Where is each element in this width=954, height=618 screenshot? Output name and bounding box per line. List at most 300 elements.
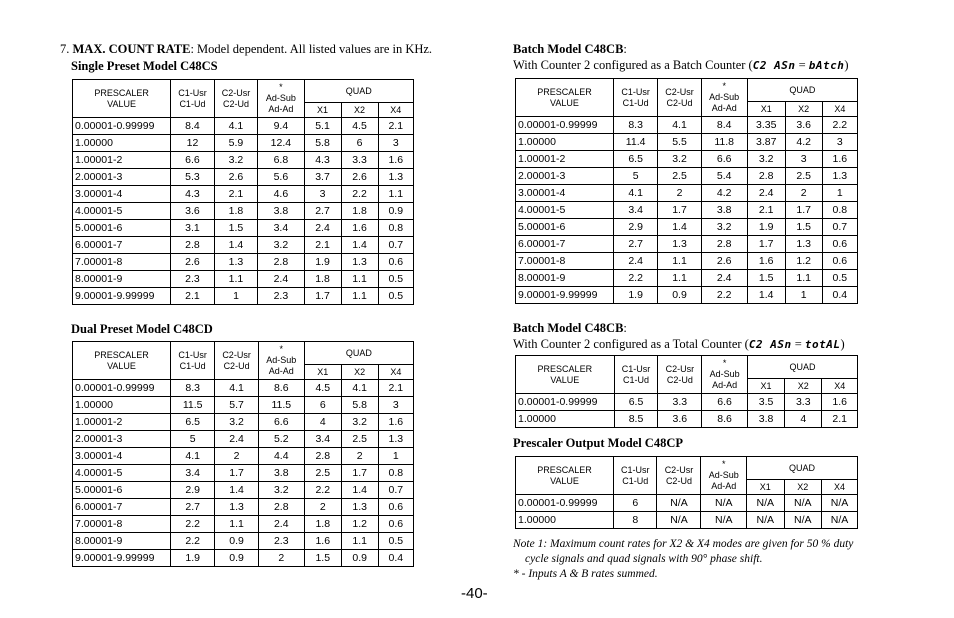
subtitle-suffix: )	[844, 58, 849, 72]
quad-x4-cell: 1.6	[378, 414, 413, 431]
ad-sub-ad-ad-cell: N/A	[701, 495, 747, 512]
c2-usr-ud-cell: 3.2	[214, 152, 258, 169]
prescaler-value-cell: 2.00001-3	[73, 431, 171, 448]
quad-x2-cell: 2.5	[785, 168, 822, 185]
table-row	[516, 117, 858, 134]
header-ad-text: Ad-Ad	[268, 366, 294, 376]
quad-x2-cell: 1.1	[341, 271, 378, 288]
quad-x1-cell: 3.8	[747, 411, 784, 428]
header-c1-text: C1-Ud	[623, 374, 650, 385]
table-row	[73, 550, 414, 567]
header-c2	[658, 356, 702, 394]
header-c1	[170, 342, 214, 380]
header-row	[73, 342, 414, 365]
quad-x4-cell: 0.4	[378, 550, 413, 567]
c48cs-table	[72, 79, 414, 305]
header-c2-text: C2-Ud	[222, 98, 249, 109]
header-x2-text: X2	[354, 366, 366, 377]
quad-x4-cell: 0.6	[378, 254, 413, 271]
table-row	[516, 253, 858, 270]
c2-usr-ud-cell: 2.4	[215, 431, 258, 448]
table-row	[516, 270, 858, 287]
header-quad	[747, 356, 857, 379]
prescaler-value-cell: 4.00001-5	[73, 203, 171, 220]
header-x4-text: X4	[390, 104, 402, 115]
header-x4	[822, 102, 857, 117]
c2-usr-ud-cell: 1.1	[214, 271, 258, 288]
quad-x2-cell: 1.5	[785, 219, 822, 236]
header-row	[516, 457, 858, 480]
c2-usr-ud-cell: 2.6	[214, 169, 258, 186]
header-x1	[747, 379, 784, 394]
header-prescaler-text: PRESCALER	[537, 363, 593, 374]
ad-sub-ad-ad-cell: 12.4	[258, 135, 304, 152]
table-row	[73, 271, 414, 288]
header-row	[73, 80, 414, 103]
quad-x1-cell: 3	[304, 186, 341, 203]
ad-sub-ad-ad-cell: 2.2	[701, 287, 747, 304]
ad-sub-ad-ad-cell: 11.5	[258, 397, 304, 414]
c2-usr-ud-cell: 1.7	[215, 465, 258, 482]
c1-usr-ud-cell: 5	[170, 431, 214, 448]
header-c1-text: C1-Usr	[620, 464, 650, 475]
quad-x4-cell: 0.5	[378, 533, 413, 550]
quad-x4-cell: 0.9	[378, 203, 413, 220]
quad-x2-cell: 2	[785, 185, 822, 202]
prescaler-value-cell: 7.00001-8	[516, 253, 614, 270]
header-quad-text: QUAD	[789, 84, 816, 95]
quad-x2-cell: 2.5	[341, 431, 378, 448]
c2-usr-ud-cell: 4.1	[658, 117, 701, 134]
header-ad-text: Ad-Ad	[711, 103, 737, 113]
table-row	[73, 516, 414, 533]
header-prescaler-text: PRESCALER	[537, 86, 592, 97]
quad-x4-cell: 0.8	[378, 465, 413, 482]
table-row	[516, 134, 858, 151]
c2-usr-ud-cell: 1.4	[215, 482, 258, 499]
header-c2	[215, 342, 258, 380]
c1-usr-ud-cell: 6	[614, 495, 657, 512]
quad-x4-cell: 0.8	[822, 202, 857, 219]
quad-x2-cell: 4.2	[785, 134, 822, 151]
ad-sub-ad-ad-cell: 4.2	[701, 185, 747, 202]
header-c1	[171, 80, 215, 118]
header-ad-text: Ad-Ad	[711, 481, 737, 491]
quad-x4-cell: 3	[378, 397, 413, 414]
c2-usr-ud-cell: 4.1	[215, 380, 258, 397]
table-row	[516, 287, 858, 304]
header-prescaler	[516, 457, 614, 495]
quad-x1-cell: 3.2	[747, 151, 785, 168]
table-row	[73, 118, 414, 135]
table-row	[516, 219, 858, 236]
quad-x2-cell: 1.1	[785, 270, 822, 287]
prescaler-value-cell: 1.00000	[516, 411, 615, 428]
header-c2	[658, 79, 701, 117]
prescaler-value-cell: 3.00001-4	[516, 185, 614, 202]
header-quad-text: QUAD	[789, 462, 816, 473]
prescaler-value-cell: 0.00001-0.99999	[73, 118, 171, 135]
section-number: 7.	[60, 42, 70, 56]
c2-usr-ud-cell: 1.5	[214, 220, 258, 237]
quad-x4-cell: 1.6	[822, 151, 857, 168]
c1-usr-ud-cell: 4.3	[171, 186, 215, 203]
header-prescaler-text: VALUE	[550, 374, 580, 385]
prescaler-value-cell: 5.00001-6	[73, 220, 171, 237]
prescaler-value-cell: 3.00001-4	[73, 186, 171, 203]
header-x1-text: X1	[760, 103, 772, 114]
quad-x4-cell: 0.6	[822, 236, 857, 253]
table-row	[516, 168, 858, 185]
c1-usr-ud-cell: 8.4	[171, 118, 215, 135]
ad-sub-ad-ad-cell: 4.4	[258, 448, 304, 465]
quad-x4-cell: 0.6	[378, 499, 413, 516]
page-number: -40-	[461, 585, 488, 602]
prescaler-value-cell: 1.00001-2	[516, 151, 614, 168]
ad-sub-ad-ad-cell: 2.6	[701, 253, 747, 270]
table-row	[516, 512, 858, 529]
header-quad	[304, 80, 414, 103]
ad-sub-ad-ad-cell: 5.6	[258, 169, 304, 186]
quad-x1-cell: 1.7	[747, 236, 785, 253]
c2-usr-ud-cell: 1.4	[214, 237, 258, 254]
ad-sub-ad-ad-cell: 2.8	[701, 236, 747, 253]
c48cd-table	[72, 341, 414, 567]
quad-x1-cell: 2	[304, 499, 341, 516]
c1-usr-ud-cell: 8.5	[614, 411, 658, 428]
c1-usr-ud-cell: 2.9	[170, 482, 214, 499]
c2-usr-ud-cell: 1.3	[658, 236, 701, 253]
quad-x4-cell: 1.3	[378, 169, 413, 186]
table-row	[516, 394, 858, 411]
c2-usr-ud-cell: 1.8	[214, 203, 258, 220]
ad-sub-ad-ad-cell: 3.8	[258, 465, 304, 482]
prescaler-value-cell: 2.00001-3	[73, 169, 171, 186]
quad-x1-cell: 4.5	[304, 380, 341, 397]
prescaler-value-cell: 8.00001-9	[73, 271, 171, 288]
header-prescaler-text: PRESCALER	[94, 87, 149, 98]
table-row	[516, 236, 858, 253]
header-c1	[614, 356, 658, 394]
header-x2-text: X2	[797, 380, 809, 391]
prescaler-value-cell: 9.00001-9.99999	[73, 288, 171, 305]
prescaler-value-cell: 6.00001-7	[73, 237, 171, 254]
quad-x4-cell: 0.5	[822, 270, 857, 287]
ad-sub-ad-ad-cell: 8.6	[702, 411, 748, 428]
ad-sub-ad-ad-cell: 9.4	[258, 118, 304, 135]
prescaler-value-cell: 0.00001-0.99999	[516, 117, 614, 134]
header-ad	[258, 80, 304, 118]
header-x4	[378, 365, 413, 380]
header-ad-text: *	[722, 81, 726, 91]
prescaler-value-cell: 1.00000	[73, 135, 171, 152]
quad-x4-cell: 0.6	[378, 516, 413, 533]
header-quad-text: QUAD	[789, 361, 816, 372]
table-row	[73, 397, 414, 414]
c1-usr-ud-cell: 3.4	[170, 465, 214, 482]
prescaler-value-cell: 6.00001-7	[516, 236, 614, 253]
ad-sub-ad-ad-cell: 6.6	[701, 151, 747, 168]
quad-x1-cell: 2.2	[304, 482, 341, 499]
ad-sub-ad-ad-cell: 3.4	[258, 220, 304, 237]
c1-usr-ud-cell: 2.2	[170, 533, 214, 550]
header-prescaler-text: VALUE	[550, 97, 579, 108]
header-c2	[657, 457, 701, 495]
quad-x2-cell: 1.6	[341, 220, 378, 237]
table-row	[73, 448, 414, 465]
c2-usr-ud-cell: 4.1	[214, 118, 258, 135]
table-row	[516, 495, 858, 512]
quad-x2-cell: 5.8	[341, 397, 378, 414]
header-prescaler	[73, 80, 171, 118]
quad-x1-cell: 1.8	[304, 516, 341, 533]
quad-x4-cell: 1.6	[378, 152, 413, 169]
header-x1	[304, 103, 341, 118]
quad-x2-cell: 1.3	[341, 499, 378, 516]
ad-sub-ad-ad-cell: 3.2	[701, 219, 747, 236]
quad-x2-cell: 4	[785, 411, 822, 428]
ad-sub-ad-ad-cell: N/A	[701, 512, 747, 529]
header-x1-text: X1	[760, 380, 772, 391]
table-row	[73, 533, 414, 550]
c2-usr-ud-cell: 5.7	[215, 397, 258, 414]
quad-x4-cell: 0.5	[378, 288, 413, 305]
header-prescaler-text: PRESCALER	[537, 464, 592, 475]
quad-x2-cell: 1.8	[341, 203, 378, 220]
quad-x1-cell: N/A	[747, 512, 785, 529]
table-row	[516, 202, 858, 219]
ad-sub-ad-ad-cell: 3.2	[258, 237, 304, 254]
table-row	[73, 135, 414, 152]
header-c2	[214, 80, 258, 118]
header-ad-text: *	[279, 344, 284, 354]
header-c1-text: C1-Usr	[621, 363, 651, 374]
c1-usr-ud-cell: 2.1	[171, 288, 215, 305]
header-x1	[304, 365, 341, 380]
c2-usr-ud-cell: 3.2	[215, 414, 258, 431]
c2-usr-ud-cell: 0.9	[215, 533, 258, 550]
c2-usr-ud-cell: 2.5	[658, 168, 701, 185]
prescaler-value-cell: 8.00001-9	[516, 270, 614, 287]
ad-sub-ad-ad-cell: 3.2	[258, 482, 304, 499]
quad-x4-cell: 3	[378, 135, 413, 152]
c48cp-title: Prescaler Output Model C48CP	[513, 436, 684, 450]
quad-x4-cell: 0.6	[822, 253, 857, 270]
header-x4-text: X4	[834, 103, 846, 114]
ad-sub-ad-ad-cell: 8.4	[701, 117, 747, 134]
c1-usr-ud-cell: 3.4	[613, 202, 657, 219]
c1-usr-ud-cell: 8	[614, 512, 657, 529]
table-row	[73, 169, 414, 186]
c2-usr-ud-cell: 0.9	[215, 550, 258, 567]
table-row	[73, 431, 414, 448]
ad-sub-ad-ad-cell: 6.6	[258, 414, 304, 431]
table-row	[73, 152, 414, 169]
ad-sub-ad-ad-cell: 2	[258, 550, 304, 567]
section-heading	[60, 42, 432, 57]
prescaler-value-cell: 0.00001-0.99999	[516, 495, 614, 512]
header-x1-text: X1	[759, 481, 771, 492]
colon: :	[623, 321, 627, 335]
header-ad	[701, 457, 747, 495]
quad-x2-cell: 3.3	[785, 394, 822, 411]
lcd-value: bAtch	[808, 59, 845, 72]
quad-x2-cell: 1.7	[341, 465, 378, 482]
quad-x2-cell: 1.1	[341, 533, 378, 550]
header-x4-text: X4	[834, 380, 846, 391]
header-row	[516, 356, 858, 379]
quad-x4-cell: 2.2	[822, 117, 857, 134]
header-prescaler-text: VALUE	[107, 360, 136, 371]
quad-x4-cell: 0.8	[378, 220, 413, 237]
table-row	[73, 237, 414, 254]
prescaler-value-cell: 7.00001-8	[73, 516, 171, 533]
quad-x4-cell: 0.7	[378, 237, 413, 254]
table-row	[73, 220, 414, 237]
header-c2-text: C2-Ud	[666, 374, 693, 385]
c1-usr-ud-cell: 5.3	[171, 169, 215, 186]
quad-x2-cell: N/A	[784, 512, 822, 529]
c2-usr-ud-cell: 2.1	[214, 186, 258, 203]
c2-usr-ud-cell: 1.1	[658, 253, 701, 270]
header-x2-text: X2	[797, 481, 809, 492]
header-x2	[785, 379, 822, 394]
subtitle-suffix: )	[840, 337, 845, 351]
header-ad-text: Ad-Sub	[708, 470, 739, 480]
table-row	[73, 380, 414, 397]
quad-x2-cell: 1.2	[341, 516, 378, 533]
ad-sub-ad-ad-cell: 6.6	[702, 394, 748, 411]
c1-usr-ud-cell: 11.4	[613, 134, 657, 151]
quad-x2-cell: 3.3	[341, 152, 378, 169]
section-description: : Model dependent. All listed values are in KHz.	[190, 42, 433, 56]
quad-x2-cell: 3.2	[341, 414, 378, 431]
c1-usr-ud-cell: 1.9	[170, 550, 214, 567]
quad-x2-cell: 4.5	[341, 118, 378, 135]
c2-usr-ud-cell: 1.1	[215, 516, 258, 533]
header-prescaler	[73, 342, 171, 380]
header-ad-text: *	[722, 358, 727, 368]
c1-usr-ud-cell: 3.1	[171, 220, 215, 237]
header-ad	[258, 342, 304, 380]
c1-usr-ud-cell: 11.5	[170, 397, 214, 414]
quad-x1-cell: 2.1	[747, 202, 785, 219]
header-x2	[341, 103, 378, 118]
c2-usr-ud-cell: 5.5	[658, 134, 701, 151]
prescaler-value-cell: 4.00001-5	[516, 202, 614, 219]
quad-x2-cell: 1.3	[785, 236, 822, 253]
header-prescaler	[516, 79, 614, 117]
quad-x4-cell: N/A	[822, 495, 858, 512]
ad-sub-ad-ad-cell: 2.3	[258, 288, 304, 305]
c2-usr-ud-cell: 0.9	[658, 287, 701, 304]
ad-sub-ad-ad-cell: 5.4	[701, 168, 747, 185]
quad-x1-cell: 2.1	[304, 237, 341, 254]
note-2: * - Inputs A & B rates summed.	[513, 568, 658, 580]
header-c2-text: C2-Ud	[666, 97, 693, 108]
header-prescaler-text: VALUE	[550, 475, 579, 486]
header-ad-text: Ad-Sub	[266, 355, 297, 365]
quad-x1-cell: 2.4	[747, 185, 785, 202]
header-quad	[304, 342, 413, 365]
note-1-line-1: Note 1: Maximum count rates for X2 & X4 modes are given for 50 % duty	[513, 538, 854, 550]
c1-usr-ud-cell: 4.1	[613, 185, 657, 202]
header-x4	[378, 103, 413, 118]
header-x2-text: X2	[354, 104, 366, 115]
c1-usr-ud-cell: 6.5	[614, 394, 658, 411]
quad-x1-cell: 2.4	[304, 220, 341, 237]
c2-usr-ud-cell: 1.7	[658, 202, 701, 219]
c2-usr-ud-cell: 1	[214, 288, 258, 305]
header-ad-text: Ad-Ad	[712, 380, 738, 390]
note-1-line-2: cycle signals and quad signals with 90° phase shift.	[525, 553, 763, 565]
subtitle-prefix: With Counter 2 configured as a Batch Counter (	[513, 58, 753, 72]
ad-sub-ad-ad-cell: 4.6	[258, 186, 304, 203]
ad-sub-ad-ad-cell: 11.8	[701, 134, 747, 151]
c48cp-table	[515, 456, 858, 529]
header-x2	[784, 480, 822, 495]
quad-x4-cell: N/A	[822, 512, 858, 529]
quad-x4-cell: 2.1	[378, 118, 413, 135]
quad-x2-cell: 2.6	[341, 169, 378, 186]
header-c1-text: C1-Ud	[622, 475, 649, 486]
quad-x1-cell: 1.6	[747, 253, 785, 270]
table-row	[516, 411, 858, 428]
table-row	[73, 288, 414, 305]
table-row	[73, 254, 414, 271]
table-row	[73, 465, 414, 482]
header-prescaler-text: PRESCALER	[94, 349, 149, 360]
c2-usr-ud-cell: 2	[658, 185, 701, 202]
c1-usr-ud-cell: 2.4	[613, 253, 657, 270]
quad-x1-cell: 4	[304, 414, 341, 431]
table-row	[73, 414, 414, 431]
quad-x2-cell: 1.4	[341, 482, 378, 499]
header-c1-text: C1-Usr	[178, 87, 207, 98]
ad-sub-ad-ad-cell: 6.8	[258, 152, 304, 169]
prescaler-value-cell: 0.00001-0.99999	[73, 380, 171, 397]
quad-x1-cell: 5.8	[304, 135, 341, 152]
c1-usr-ud-cell: 2.6	[171, 254, 215, 271]
quad-x2-cell: N/A	[784, 495, 822, 512]
prescaler-value-cell: 1.00000	[516, 134, 614, 151]
header-x1	[747, 480, 785, 495]
colon: :	[623, 42, 627, 56]
header-x1-text: X1	[317, 366, 329, 377]
header-c1-text: C1-Ud	[179, 98, 206, 109]
prescaler-value-cell: 5.00001-6	[516, 219, 614, 236]
header-c2-text: C2-Ud	[223, 360, 250, 371]
quad-x1-cell: 1.8	[304, 271, 341, 288]
quad-x1-cell: 6	[304, 397, 341, 414]
quad-x4-cell: 2.1	[822, 411, 858, 428]
c2-usr-ud-cell: 3.6	[658, 411, 702, 428]
header-c2-text: C2-Usr	[221, 87, 251, 98]
c1-usr-ud-cell: 2.9	[613, 219, 657, 236]
c1-usr-ud-cell: 12	[171, 135, 215, 152]
c2-usr-ud-cell: 3.2	[658, 151, 701, 168]
c2-usr-ud-cell: 5.9	[214, 135, 258, 152]
quad-x2-cell: 2	[341, 448, 378, 465]
c2-usr-ud-cell: 2	[215, 448, 258, 465]
ad-sub-ad-ad-cell: 2.8	[258, 254, 304, 271]
header-c1-text: C1-Ud	[179, 360, 206, 371]
c48cb-total-heading	[513, 321, 627, 336]
table-row	[516, 185, 858, 202]
c1-usr-ud-cell: 2.7	[170, 499, 214, 516]
quad-x2-cell: 1.7	[785, 202, 822, 219]
header-c1-text: C1-Usr	[178, 349, 207, 360]
